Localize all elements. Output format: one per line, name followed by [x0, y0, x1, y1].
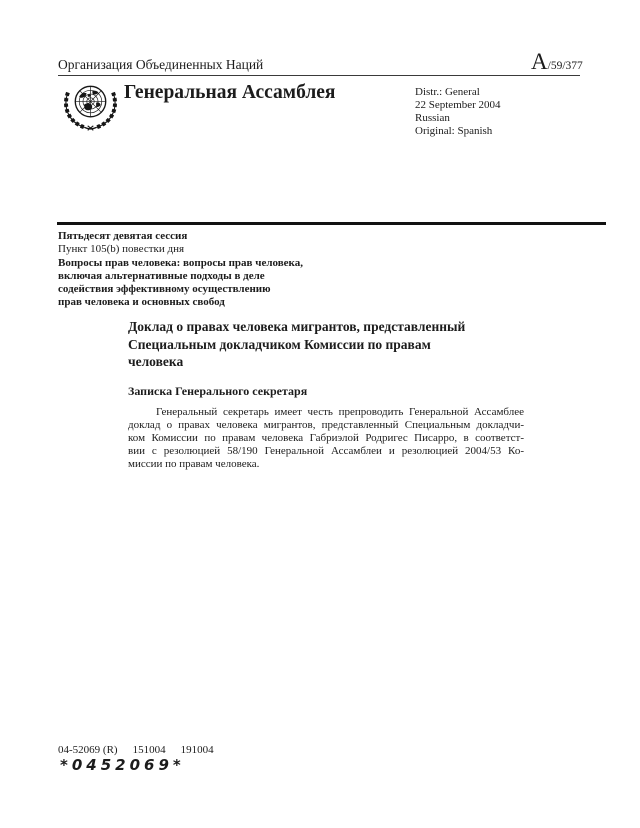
distr-date: 22 September 2004: [415, 98, 501, 111]
report-title-line: человека: [128, 354, 184, 369]
header-rule: [58, 75, 580, 76]
body-paragraph: [128, 406, 524, 471]
agenda-title-line: содействия эффективному осуществлению: [58, 283, 271, 296]
report-title-line: Доклад о правах человека мигрантов, представленный: [128, 319, 466, 334]
distr-original: Original: Spanish: [415, 124, 493, 137]
agenda-title-line: включая альтернативные подходы в деле: [58, 269, 265, 282]
distr-language: Russian: [415, 111, 450, 124]
agenda-title-line: прав человека и основных свобод: [58, 296, 225, 309]
agenda-title-line: Вопросы прав человека: вопросы прав человека,: [58, 256, 303, 269]
body-line: Генеральный секретарь имеет честь препроводить Генеральной Ассамблее: [156, 406, 524, 418]
note-heading: Записка Генерального секретаря: [128, 384, 308, 398]
section-rule: [57, 222, 606, 225]
report-title-line: Специальным докладчиком Комиссии по правам: [128, 336, 431, 352]
body-line: доклад о правах человека мигрантов, представленный Специальным докладчи-: [128, 419, 524, 431]
agenda-item: Пункт 105(b) повестки дня: [58, 243, 185, 256]
footer-date-printed: 151004: [132, 744, 166, 756]
report-title: [128, 318, 465, 371]
un-emblem-icon: [62, 79, 119, 132]
body-line: вии с резолюцией 58/190 Генеральной Ассамблеи и резолюцией 2004/53 Ко-: [128, 445, 524, 457]
document-symbol-letter: A: [531, 49, 548, 74]
distr-line: Distr.: General: [415, 86, 480, 98]
footer-codes: [58, 744, 214, 756]
barcode-text: *0452069*: [60, 756, 185, 774]
body-line: ком Комиссии по правам человека Габриэлой Родригес Писарро, в соответст-: [128, 432, 524, 444]
document-symbol-number: /59/377: [547, 60, 583, 72]
distribution-block: [415, 86, 501, 138]
un-org-name: Организация Объединенных Наций: [58, 57, 264, 72]
assembly-title: Генеральная Ассамблея: [124, 82, 336, 103]
document-symbol: [531, 50, 583, 73]
footer-date-distributed: 191004: [180, 744, 214, 756]
body-line: миссии по правам человека.: [128, 458, 260, 470]
session-block: [58, 230, 303, 310]
session-heading: Пятьдесят девятая сессия: [58, 230, 188, 242]
footer-job-number: 04-52069 (R): [58, 744, 118, 756]
